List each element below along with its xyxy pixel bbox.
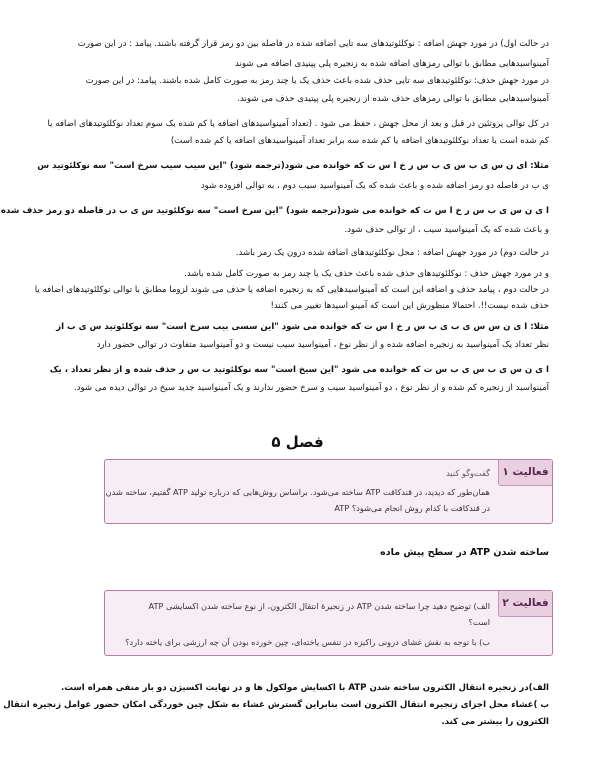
example-line: ا ی ن س ی ب س ی ب س ت که خوانده می شود "این سیخ است" سه نوکلئوتید ب س ر حذف شده و از نظر تعداد ، یک	[49, 365, 549, 375]
activity-box-1	[104, 459, 553, 524]
section-heading: ساخته شدن ATP در سطح پیش ماده	[380, 547, 549, 558]
note-line: در حالت دوم) در مورد جهش اضافه : محل نوکلئوتیدهای اضافه شده درون یک رمز باشد.	[235, 248, 549, 258]
note-line: در حالت دوم ، پیامد حذف و اضافه این است که آمینواسیدهایی که به زنجیره اضافه یا حذف می شوند لزوما مطابق با توالی نوکلئوتیدهای اضافه یا	[34, 285, 549, 295]
answer-line: الکترون را بیشتر می کند.	[441, 717, 549, 727]
answer-line: ب )غشاء محل اجزای زنجیره انتقال الکترون است بنابراین گسترش غشاء به شکل چین خوردگی امکان حضور عوامل زنجیره انتقال	[3, 700, 549, 710]
note-line: حذف شده نیست!!. احتمالا منظورش این است که آمینو اسیدها تغییر می کنند!	[270, 301, 549, 311]
activity-badge-1: فعالیت ۱	[498, 460, 552, 486]
activity2-line2: است؟	[468, 617, 490, 627]
note-line: آمینواسیدهایی مطابق با توالی رمزهای اضافه شده به زنجیره پلی پپتیدی اضافه می شوند	[234, 59, 549, 69]
example-line: مثلا: ا ی ن س س ی ب ی ب س ر خ ا س ت که خوانده می شود "این سسی بیب سرخ است" سه نوکلئوتید س ی ب از	[56, 322, 549, 332]
note-line: در کل توالی پروتئین در قبل و بعد از محل جهش ، حفظ می شود . (تعداد آمینواسیدهای اضافه یا کم شده یک سوم تعداد نوکلئوتیدهای اضافه یا	[47, 119, 549, 129]
activity1-line2: ATP در قندکافت با کدام روش انجام می‌شود؟	[334, 503, 490, 513]
activity1-line1: همان‌طور که دیدید، در قندکافت ATP ساخته می‌شود. براساس روش‌هایی که درباره تولید ATP گفتیم، ساخته شدن	[105, 487, 490, 497]
activity-badge-2: فعالیت ۲	[498, 591, 552, 617]
chapter-title: فصل ۵	[271, 433, 324, 451]
activity2-line3: ب) با توجه به نقش غشای درونی راکیزه در تنفس یاخته‌ای، چین خورده بودن آن چه ارزشی برای یاخته دارد؟	[125, 637, 490, 647]
note-line: آمینواسید از زنجیره کم شده و از نظر نوع ، دو آمینواسید سیب و سرخ حضور ندارند و یک آمینواسید جدید سیخ در توالی دیده می شود.	[73, 383, 549, 393]
note-line: نظر تعداد یک آمینواسید به زنجیره اضافه شده و از نظر نوع ، آمینواسید سیب نیست و دو آمینواسید متفاوت در توالی حضور دارد	[96, 340, 549, 350]
note-line: و در مورد جهش حذف : نوکلئوتیدهای حذف شده باعث حذف یک یا چند رمز به صورت کامل شده باشد.	[184, 269, 549, 279]
note-line: در مورد جهش حذف: نوکلئوتیدهای سه تایی حذف شده باعث حذف یک یا چند رمز به صورت کامل شده باشند. پیامد: در این صورت	[85, 76, 549, 86]
example-line: ا ی ن س ی ب س ر خ ا س ت که خوانده می شود(ترجمه شود) "این سرخ است" سه نوکلئوتید س ی ب در فاصله دو رمز حذف شده	[0, 206, 549, 216]
note-line: و باعث شده که یک آمینواسید سیب ، از توالی حذف شود.	[344, 225, 549, 235]
note-line: در حالت اول) در مورد جهش اضافه : نوکلئوتیدهای سه تایی اضافه شده در فاصله بین دو رمز قرار گرفته باشند. پیامد : در این صورت	[77, 39, 549, 49]
activity-box-2	[104, 590, 553, 656]
activity2-line1: الف) توضیح دهید چرا ساخته شدن ATP در زنجیرۀ انتقال الکترون، از نوع ساخته شدن اکسایشی ATP	[148, 601, 490, 611]
note-line: ی ب در فاصله دو رمز اضافه شده و باعث شده که یک آمینواسید سیب دوم ، به توالی افزوده شود	[200, 181, 549, 191]
example-line: مثلا: ای ن س ی ب س ی ب س ر خ ا س ت که خوانده می شود(ترجمه شود) "این سیب سیب سرخ است" سه نوکلئوتید س	[37, 161, 549, 171]
activity1-heading: گفت‌وگو کنید	[446, 468, 490, 478]
note-line: کم شده است یا تعداد نوکلئوتیدهای اضافه یا کم شده سه برابر تعداد آمینواسیدهای اضافه یا کم شده است)	[170, 136, 549, 146]
note-line: آمینواسیدهایی مطابق با توالی رمزهای حذف شده از زنجیره پلی پپتیدی حذف می شوند.	[237, 94, 549, 104]
answer-line: الف)در زنجیره انتقال الکترون ساخته شدن ATP با اکسایش مولکول ها و در نهایت اکسیژن دو بار منفی همراه است.	[60, 683, 549, 693]
